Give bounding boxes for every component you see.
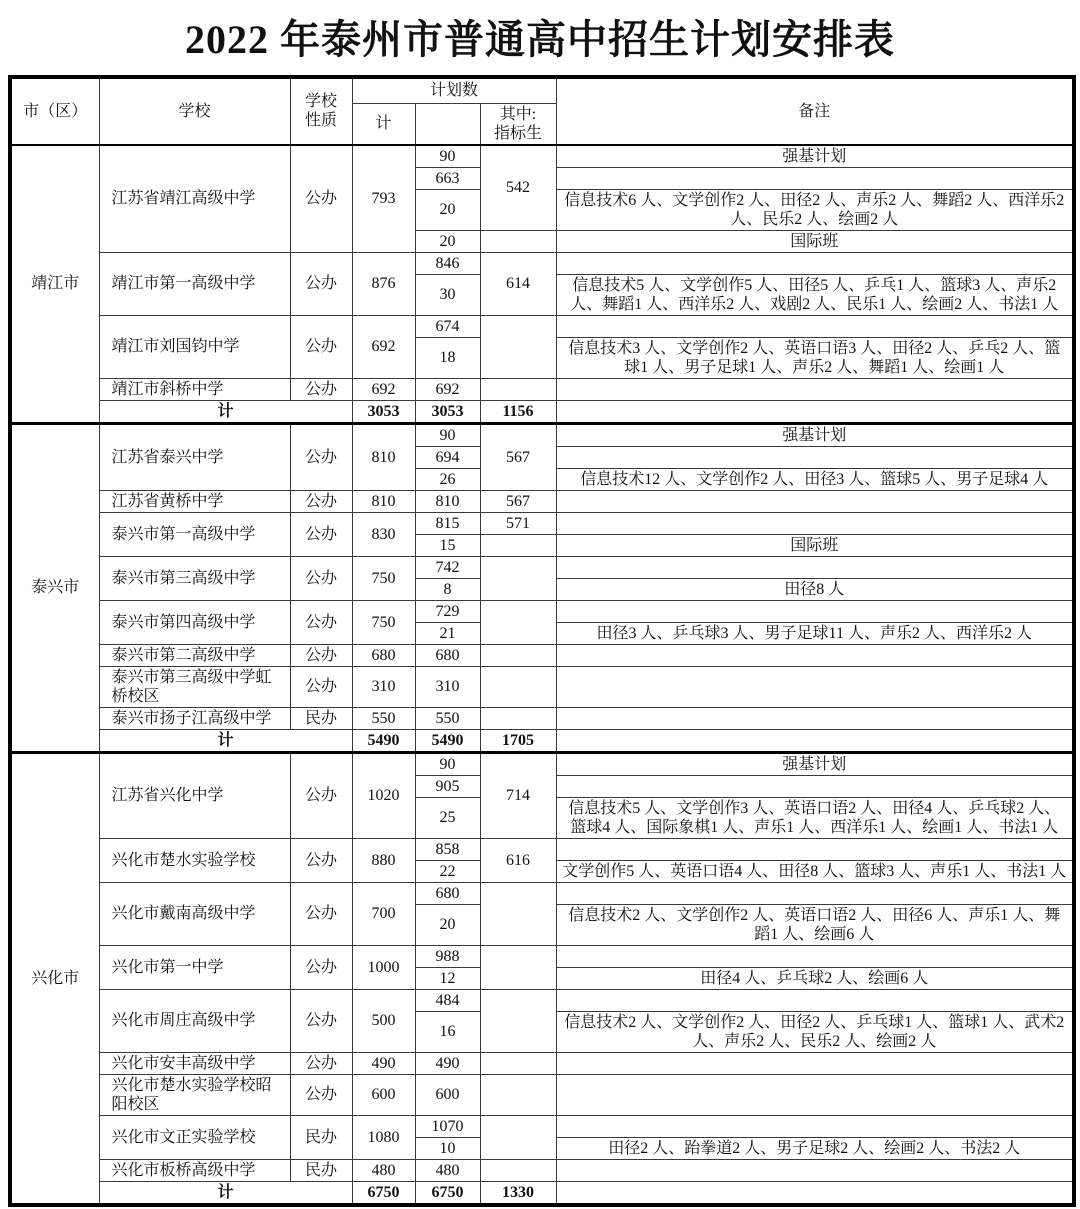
table-row xyxy=(10,752,1074,775)
section-quota-total-value: 1705 xyxy=(480,729,556,752)
quota-cell xyxy=(480,230,556,252)
school-nature-cell: 公办 xyxy=(290,252,352,315)
plan-cell: 692 xyxy=(415,378,480,400)
plan-cell: 484 xyxy=(415,989,480,1011)
remark-cell xyxy=(556,1115,1074,1137)
remark-cell xyxy=(556,512,1074,534)
quota-cell xyxy=(480,378,556,400)
school-total-cell: 500 xyxy=(352,989,415,1052)
school-total-cell: 1020 xyxy=(352,752,415,838)
school-nature-cell: 公办 xyxy=(290,1074,352,1115)
quota-cell xyxy=(480,882,556,945)
plan-cell: 550 xyxy=(415,707,480,729)
section-plan-total-value: 6750 xyxy=(415,1181,480,1205)
table-row xyxy=(10,252,1074,274)
remark-cell xyxy=(556,644,1074,666)
header-plan-total: 计 xyxy=(352,103,415,145)
remark-cell xyxy=(556,775,1074,797)
quota-cell xyxy=(480,707,556,729)
remark-cell: 田径4 人、乒乓球2 人、绘画6 人 xyxy=(556,967,1074,989)
quota-cell xyxy=(480,989,556,1052)
header-region: 市（区） xyxy=(10,77,99,145)
plan-cell: 663 xyxy=(415,167,480,189)
school-total-cell: 692 xyxy=(352,378,415,400)
quota-cell xyxy=(480,644,556,666)
remark-cell xyxy=(556,315,1074,337)
table-row xyxy=(10,838,1074,860)
section-total-value: 5490 xyxy=(352,729,415,752)
school-nature-cell: 公办 xyxy=(290,600,352,644)
school-total-cell: 550 xyxy=(352,707,415,729)
remark-cell xyxy=(556,1074,1074,1115)
quota-cell xyxy=(480,1115,556,1159)
remark-cell xyxy=(556,838,1074,860)
school-name-cell: 兴化市楚水实验学校 xyxy=(99,838,290,882)
table-row xyxy=(10,1074,1074,1115)
plan-cell: 16 xyxy=(415,1011,480,1052)
section-plan-total-value: 5490 xyxy=(415,729,480,752)
header-school: 学校 xyxy=(99,77,290,145)
school-nature-cell: 公办 xyxy=(290,1052,352,1074)
region-cell: 兴化市 xyxy=(10,752,99,1205)
remark-cell: 文学创作5 人、英语口语4 人、田径8 人、篮球3 人、声乐1 人、书法1 人 xyxy=(556,860,1074,882)
remark-cell xyxy=(556,167,1074,189)
remark-cell: 信息技术3 人、文学创作2 人、英语口语3 人、田径2 人、乒乓2 人、篮球1 人、男子足球1 人、声乐2 人、舞蹈1 人、绘画1 人 xyxy=(556,337,1074,378)
plan-cell: 905 xyxy=(415,775,480,797)
table-row xyxy=(10,989,1074,1011)
table-row xyxy=(10,1115,1074,1137)
section-total-remark xyxy=(556,1181,1074,1205)
plan-cell: 674 xyxy=(415,315,480,337)
quota-cell xyxy=(480,534,556,556)
school-total-cell: 750 xyxy=(352,556,415,600)
plan-cell: 1070 xyxy=(415,1115,480,1137)
quota-cell: 567 xyxy=(480,490,556,512)
header-quota-line2: 指标生 xyxy=(494,124,543,142)
remark-cell xyxy=(556,378,1074,400)
plan-cell: 20 xyxy=(415,904,480,945)
section-total-label: 计 xyxy=(99,729,352,752)
school-name-cell: 泰兴市第一高级中学 xyxy=(99,512,290,556)
remark-cell xyxy=(556,1052,1074,1074)
remark-cell: 强基计划 xyxy=(556,423,1074,446)
remark-cell xyxy=(556,252,1074,274)
remark-cell: 田径2 人、跆拳道2 人、男子足球2 人、绘画2 人、书法2 人 xyxy=(556,1137,1074,1159)
section-total-remark xyxy=(556,400,1074,423)
remark-cell: 信息技术5 人、文学创作5 人、田径5 人、乒乓1 人、篮球3 人、声乐2 人、舞蹈1 人、西洋乐2 人、戏剧2 人、民乐1 人、绘画2 人、书法1 人 xyxy=(556,274,1074,315)
table-row xyxy=(10,378,1074,400)
remark-cell: 信息技术5 人、文学创作3 人、英语口语2 人、田径4 人、乒乓球2 人、篮球4 人、国际象棋1 人、声乐1 人、西洋乐1 人、绘画1 人、书法1 人 xyxy=(556,797,1074,838)
table-row xyxy=(10,145,1074,168)
plan-cell: 90 xyxy=(415,145,480,168)
quota-cell xyxy=(480,556,556,600)
region-cell: 靖江市 xyxy=(10,145,99,424)
remark-cell: 强基计划 xyxy=(556,752,1074,775)
school-total-cell: 480 xyxy=(352,1159,415,1181)
school-name-cell: 兴化市文正实验学校 xyxy=(99,1115,290,1159)
quota-cell: 542 xyxy=(480,145,556,231)
school-total-cell: 1080 xyxy=(352,1115,415,1159)
remark-cell xyxy=(556,490,1074,512)
section-plan-total-value: 3053 xyxy=(415,400,480,423)
quota-cell: 714 xyxy=(480,752,556,838)
section-total-label: 计 xyxy=(99,1181,352,1205)
section-total-row xyxy=(10,1181,1074,1205)
school-total-cell: 1000 xyxy=(352,945,415,989)
section-quota-total-value: 1156 xyxy=(480,400,556,423)
table-row xyxy=(10,423,1074,446)
plan-cell: 21 xyxy=(415,622,480,644)
school-name-cell: 江苏省泰兴中学 xyxy=(99,423,290,490)
school-name-cell: 泰兴市第二高级中学 xyxy=(99,644,290,666)
school-name-cell: 泰兴市第三高级中学 xyxy=(99,556,290,600)
quota-cell xyxy=(480,1159,556,1181)
plan-cell: 15 xyxy=(415,534,480,556)
remark-cell xyxy=(556,989,1074,1011)
header-school-nature-line2: 性质 xyxy=(304,112,337,130)
plan-cell: 815 xyxy=(415,512,480,534)
school-total-cell: 880 xyxy=(352,838,415,882)
school-name-cell: 靖江市刘国钧中学 xyxy=(99,315,290,378)
table-row xyxy=(10,600,1074,622)
table-row xyxy=(10,490,1074,512)
plan-cell: 90 xyxy=(415,423,480,446)
table-row xyxy=(10,556,1074,578)
remark-cell xyxy=(556,666,1074,707)
plan-cell: 480 xyxy=(415,1159,480,1181)
quota-cell xyxy=(480,945,556,989)
school-nature-cell: 公办 xyxy=(290,145,352,253)
school-total-cell: 680 xyxy=(352,644,415,666)
plan-cell: 30 xyxy=(415,274,480,315)
table-row xyxy=(10,882,1074,904)
plan-cell: 490 xyxy=(415,1052,480,1074)
school-nature-cell: 公办 xyxy=(290,989,352,1052)
quota-cell xyxy=(480,1052,556,1074)
school-name-cell: 靖江市第一高级中学 xyxy=(99,252,290,315)
region-cell: 泰兴市 xyxy=(10,423,99,752)
school-name-cell: 泰兴市第三高级中学虹桥校区 xyxy=(99,666,290,707)
remark-cell: 强基计划 xyxy=(556,145,1074,168)
quota-cell: 567 xyxy=(480,423,556,490)
school-nature-cell: 公办 xyxy=(290,315,352,378)
plan-cell: 26 xyxy=(415,468,480,490)
section-total-value: 6750 xyxy=(352,1181,415,1205)
plan-cell: 18 xyxy=(415,337,480,378)
school-total-cell: 830 xyxy=(352,512,415,556)
table-row xyxy=(10,945,1074,967)
school-total-cell: 876 xyxy=(352,252,415,315)
school-name-cell: 兴化市第一中学 xyxy=(99,945,290,989)
plan-cell: 694 xyxy=(415,446,480,468)
school-nature-cell: 民办 xyxy=(290,1115,352,1159)
section-quota-total-value: 1330 xyxy=(480,1181,556,1205)
plan-cell: 310 xyxy=(415,666,480,707)
remark-cell: 信息技术12 人、文学创作2 人、田径3 人、篮球5 人、男子足球4 人 xyxy=(556,468,1074,490)
header-plan-group: 计划数 xyxy=(352,77,556,103)
plan-cell: 8 xyxy=(415,578,480,600)
remark-cell xyxy=(556,1159,1074,1181)
school-nature-cell: 公办 xyxy=(290,378,352,400)
plan-cell: 742 xyxy=(415,556,480,578)
table-row xyxy=(10,315,1074,337)
plan-cell: 10 xyxy=(415,1137,480,1159)
table-header xyxy=(10,77,1074,145)
plan-cell: 810 xyxy=(415,490,480,512)
school-name-cell: 江苏省兴化中学 xyxy=(99,752,290,838)
school-name-cell: 兴化市周庄高级中学 xyxy=(99,989,290,1052)
remark-cell: 田径3 人、乒乓球3 人、男子足球11 人、声乐2 人、西洋乐2 人 xyxy=(556,622,1074,644)
school-nature-cell: 公办 xyxy=(290,512,352,556)
school-nature-cell: 公办 xyxy=(290,490,352,512)
school-total-cell: 692 xyxy=(352,315,415,378)
quota-cell: 571 xyxy=(480,512,556,534)
plan-cell: 90 xyxy=(415,752,480,775)
plan-cell: 20 xyxy=(415,189,480,230)
school-total-cell: 810 xyxy=(352,490,415,512)
quota-cell: 616 xyxy=(480,838,556,882)
header-school-nature xyxy=(290,77,352,145)
quota-cell xyxy=(480,600,556,644)
remark-cell xyxy=(556,945,1074,967)
table-row xyxy=(10,1052,1074,1074)
plan-cell: 846 xyxy=(415,252,480,274)
school-name-cell: 兴化市戴南高级中学 xyxy=(99,882,290,945)
plan-cell: 680 xyxy=(415,644,480,666)
school-nature-cell: 公办 xyxy=(290,752,352,838)
plan-cell: 12 xyxy=(415,967,480,989)
quota-cell: 614 xyxy=(480,252,556,315)
remark-cell: 国际班 xyxy=(556,534,1074,556)
remark-cell: 信息技术2 人、文学创作2 人、田径2 人、乒乓球1 人、篮球1 人、武术2 人、声乐2 人、民乐2 人、绘画2 人 xyxy=(556,1011,1074,1052)
table-body xyxy=(10,145,1074,1205)
remark-cell: 信息技术2 人、文学创作2 人、英语口语2 人、田径6 人、声乐1 人、舞蹈1 人、绘画6 人 xyxy=(556,904,1074,945)
school-total-cell: 600 xyxy=(352,1074,415,1115)
table-row xyxy=(10,644,1074,666)
page-title: 2022 年泰州市普通高中招生计划安排表 xyxy=(185,17,895,62)
remark-cell: 信息技术6 人、文学创作2 人、田径2 人、声乐2 人、舞蹈2 人、西洋乐2 人、民乐2 人、绘画2 人 xyxy=(556,189,1074,230)
table-row xyxy=(10,666,1074,707)
school-total-cell: 310 xyxy=(352,666,415,707)
header-quota-line1: 其中: xyxy=(499,105,537,123)
plan-cell: 600 xyxy=(415,1074,480,1115)
school-nature-cell: 公办 xyxy=(290,423,352,490)
remark-cell xyxy=(556,556,1074,578)
school-total-cell: 490 xyxy=(352,1052,415,1074)
school-nature-cell: 公办 xyxy=(290,882,352,945)
header-plan-sub xyxy=(415,103,480,145)
school-name-cell: 兴化市楚水实验学校昭阳校区 xyxy=(99,1074,290,1115)
school-total-cell: 810 xyxy=(352,423,415,490)
school-name-cell: 靖江市斜桥中学 xyxy=(99,378,290,400)
school-total-cell: 793 xyxy=(352,145,415,253)
section-total-row xyxy=(10,400,1074,423)
remark-cell: 田径8 人 xyxy=(556,578,1074,600)
school-nature-cell: 公办 xyxy=(290,838,352,882)
table-row xyxy=(10,707,1074,729)
school-nature-cell: 民办 xyxy=(290,707,352,729)
school-nature-cell: 公办 xyxy=(290,644,352,666)
quota-cell xyxy=(480,1074,556,1115)
enrollment-plan-table xyxy=(8,75,1076,1207)
school-total-cell: 750 xyxy=(352,600,415,644)
school-nature-cell: 公办 xyxy=(290,945,352,989)
section-total-label: 计 xyxy=(99,400,352,423)
school-name-cell: 江苏省黄桥中学 xyxy=(99,490,290,512)
school-name-cell: 泰兴市第四高级中学 xyxy=(99,600,290,644)
plan-cell: 729 xyxy=(415,600,480,622)
school-name-cell: 兴化市板桥高级中学 xyxy=(99,1159,290,1181)
plan-cell: 22 xyxy=(415,860,480,882)
table-row xyxy=(10,512,1074,534)
section-total-value: 3053 xyxy=(352,400,415,423)
school-name-cell: 江苏省靖江高级中学 xyxy=(99,145,290,253)
plan-cell: 680 xyxy=(415,882,480,904)
section-total-remark xyxy=(556,729,1074,752)
plan-cell: 858 xyxy=(415,838,480,860)
school-name-cell: 兴化市安丰高级中学 xyxy=(99,1052,290,1074)
remark-cell xyxy=(556,882,1074,904)
school-total-cell: 700 xyxy=(352,882,415,945)
school-nature-cell: 公办 xyxy=(290,666,352,707)
header-remark: 备注 xyxy=(556,77,1074,145)
plan-cell: 988 xyxy=(415,945,480,967)
plan-cell: 20 xyxy=(415,230,480,252)
quota-cell xyxy=(480,315,556,378)
school-nature-cell: 公办 xyxy=(290,556,352,600)
school-nature-cell: 民办 xyxy=(290,1159,352,1181)
school-name-cell: 泰兴市扬子江高级中学 xyxy=(99,707,290,729)
header-school-nature-line1: 学校 xyxy=(304,93,337,111)
header-row-1 xyxy=(10,77,1074,103)
quota-cell xyxy=(480,666,556,707)
remark-cell: 国际班 xyxy=(556,230,1074,252)
remark-cell xyxy=(556,600,1074,622)
remark-cell xyxy=(556,707,1074,729)
remark-cell xyxy=(556,446,1074,468)
section-total-row xyxy=(10,729,1074,752)
header-quota xyxy=(480,103,556,145)
plan-cell: 25 xyxy=(415,797,480,838)
table-row xyxy=(10,1159,1074,1181)
